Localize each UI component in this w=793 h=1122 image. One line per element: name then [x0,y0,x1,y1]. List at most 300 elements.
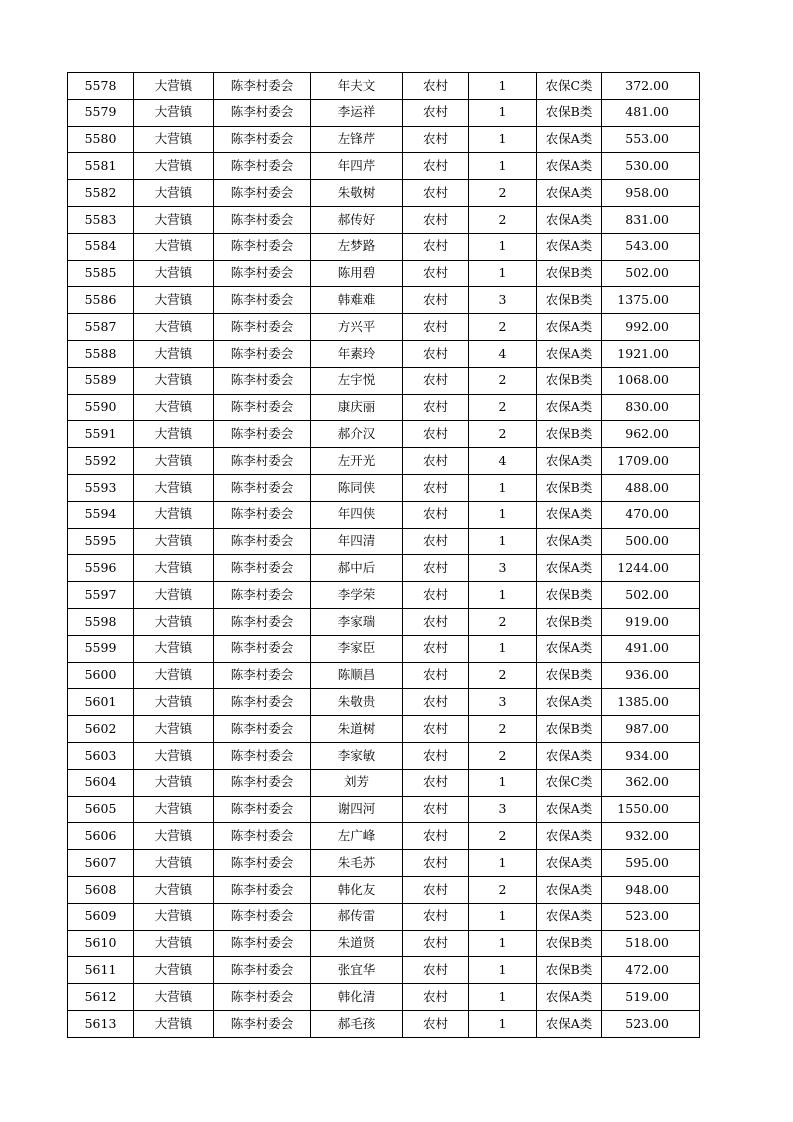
insurance-category-cell: 农保A类 [537,180,602,207]
town-cell: 大营镇 [134,501,214,528]
town-cell: 大营镇 [134,233,214,260]
insurance-category-cell: 农保A类 [537,850,602,877]
table-row [68,850,700,877]
table-row [68,769,700,796]
record-number-cell: 5608 [68,876,134,903]
household-type-cell: 农村 [403,823,469,850]
village-committee-cell: 陈李村委会 [214,903,311,930]
insurance-category-cell: 农保A类 [537,689,602,716]
household-type-cell: 农村 [403,474,469,501]
person-name-cell: 郝传雷 [311,903,403,930]
insurance-category-cell: 农保A类 [537,126,602,153]
table-row [68,73,700,100]
amount-cell: 595.00 [602,850,700,877]
record-number-cell: 5590 [68,394,134,421]
village-committee-cell: 陈李村委会 [214,528,311,555]
insurance-category-cell: 农保B类 [537,367,602,394]
record-number-cell: 5593 [68,474,134,501]
amount-cell: 932.00 [602,823,700,850]
member-count-cell: 1 [469,73,537,100]
insurance-category-cell: 农保B类 [537,930,602,957]
member-count-cell: 1 [469,501,537,528]
table-row [68,796,700,823]
table-row [68,957,700,984]
member-count-cell: 2 [469,823,537,850]
person-name-cell: 谢四河 [311,796,403,823]
amount-cell: 362.00 [602,769,700,796]
town-cell: 大营镇 [134,367,214,394]
table-row [68,367,700,394]
town-cell: 大营镇 [134,957,214,984]
village-committee-cell: 陈李村委会 [214,1010,311,1037]
village-committee-cell: 陈李村委会 [214,742,311,769]
record-number-cell: 5587 [68,314,134,341]
town-cell: 大营镇 [134,153,214,180]
insurance-category-cell: 农保C类 [537,73,602,100]
village-committee-cell: 陈李村委会 [214,367,311,394]
record-number-cell: 5595 [68,528,134,555]
amount-cell: 470.00 [602,501,700,528]
town-cell: 大营镇 [134,99,214,126]
member-count-cell: 4 [469,340,537,367]
village-committee-cell: 陈李村委会 [214,206,311,233]
village-committee-cell: 陈李村委会 [214,474,311,501]
record-number-cell: 5591 [68,421,134,448]
record-number-cell: 5597 [68,582,134,609]
town-cell: 大营镇 [134,903,214,930]
town-cell: 大营镇 [134,528,214,555]
household-type-cell: 农村 [403,716,469,743]
village-committee-cell: 陈李村委会 [214,421,311,448]
household-type-cell: 农村 [403,206,469,233]
village-committee-cell: 陈李村委会 [214,689,311,716]
member-count-cell: 1 [469,850,537,877]
amount-cell: 934.00 [602,742,700,769]
amount-cell: 553.00 [602,126,700,153]
amount-cell: 987.00 [602,716,700,743]
household-type-cell: 农村 [403,903,469,930]
amount-cell: 962.00 [602,421,700,448]
table-row [68,662,700,689]
member-count-cell: 1 [469,769,537,796]
town-cell: 大营镇 [134,823,214,850]
table-row [68,742,700,769]
person-name-cell: 方兴平 [311,314,403,341]
village-committee-cell: 陈李村委会 [214,448,311,475]
insurance-category-cell: 农保C类 [537,769,602,796]
household-type-cell: 农村 [403,528,469,555]
amount-cell: 1385.00 [602,689,700,716]
person-name-cell: 朱敬树 [311,180,403,207]
town-cell: 大营镇 [134,716,214,743]
table-row [68,287,700,314]
household-type-cell: 农村 [403,367,469,394]
village-committee-cell: 陈李村委会 [214,233,311,260]
insurance-category-cell: 农保A类 [537,903,602,930]
record-number-cell: 5604 [68,769,134,796]
village-committee-cell: 陈李村委会 [214,769,311,796]
table-row [68,716,700,743]
insurance-category-cell: 农保A类 [537,742,602,769]
town-cell: 大营镇 [134,474,214,501]
table-row [68,528,700,555]
amount-cell: 519.00 [602,984,700,1011]
record-number-cell: 5601 [68,689,134,716]
person-name-cell: 年四清 [311,528,403,555]
town-cell: 大营镇 [134,126,214,153]
insurance-category-cell: 农保A类 [537,823,602,850]
table-row [68,1010,700,1037]
record-number-cell: 5603 [68,742,134,769]
table-row [68,823,700,850]
member-count-cell: 2 [469,394,537,421]
household-type-cell: 农村 [403,287,469,314]
record-number-cell: 5578 [68,73,134,100]
village-committee-cell: 陈李村委会 [214,126,311,153]
household-type-cell: 农村 [403,1010,469,1037]
household-type-cell: 农村 [403,689,469,716]
village-committee-cell: 陈李村委会 [214,823,311,850]
insurance-category-cell: 农保A类 [537,340,602,367]
insurance-category-cell: 农保A类 [537,394,602,421]
town-cell: 大营镇 [134,930,214,957]
person-name-cell: 郝毛孩 [311,1010,403,1037]
record-number-cell: 5602 [68,716,134,743]
village-committee-cell: 陈李村委会 [214,314,311,341]
person-name-cell: 张宜华 [311,957,403,984]
village-committee-cell: 陈李村委会 [214,957,311,984]
village-committee-cell: 陈李村委会 [214,796,311,823]
record-number-cell: 5582 [68,180,134,207]
table-row [68,474,700,501]
member-count-cell: 2 [469,662,537,689]
village-committee-cell: 陈李村委会 [214,153,311,180]
person-name-cell: 左锋芹 [311,126,403,153]
table-row [68,260,700,287]
record-number-cell: 5583 [68,206,134,233]
amount-cell: 830.00 [602,394,700,421]
household-type-cell: 农村 [403,99,469,126]
record-number-cell: 5586 [68,287,134,314]
insurance-category-cell: 农保A类 [537,314,602,341]
record-number-cell: 5600 [68,662,134,689]
record-number-cell: 5581 [68,153,134,180]
insurance-category-cell: 农保B类 [537,608,602,635]
household-type-cell: 农村 [403,501,469,528]
town-cell: 大营镇 [134,421,214,448]
member-count-cell: 2 [469,206,537,233]
amount-cell: 958.00 [602,180,700,207]
household-type-cell: 农村 [403,876,469,903]
household-type-cell: 农村 [403,796,469,823]
village-committee-cell: 陈李村委会 [214,501,311,528]
town-cell: 大营镇 [134,73,214,100]
household-type-cell: 农村 [403,394,469,421]
village-committee-cell: 陈李村委会 [214,930,311,957]
record-number-cell: 5610 [68,930,134,957]
village-committee-cell: 陈李村委会 [214,260,311,287]
town-cell: 大营镇 [134,876,214,903]
member-count-cell: 2 [469,876,537,903]
member-count-cell: 1 [469,528,537,555]
household-type-cell: 农村 [403,769,469,796]
table-row [68,608,700,635]
household-type-cell: 农村 [403,340,469,367]
village-committee-cell: 陈李村委会 [214,984,311,1011]
table-row [68,930,700,957]
record-number-cell: 5609 [68,903,134,930]
amount-cell: 488.00 [602,474,700,501]
person-name-cell: 韩难难 [311,287,403,314]
village-committee-cell: 陈李村委会 [214,608,311,635]
person-name-cell: 年夫文 [311,73,403,100]
town-cell: 大营镇 [134,555,214,582]
household-type-cell: 农村 [403,957,469,984]
record-number-cell: 5611 [68,957,134,984]
member-count-cell: 1 [469,474,537,501]
table-row [68,555,700,582]
insurance-category-cell: 农保A类 [537,206,602,233]
table-row [68,126,700,153]
amount-cell: 936.00 [602,662,700,689]
person-name-cell: 李运祥 [311,99,403,126]
record-number-cell: 5589 [68,367,134,394]
town-cell: 大营镇 [134,448,214,475]
household-type-cell: 农村 [403,850,469,877]
insurance-category-cell: 农保A类 [537,448,602,475]
person-name-cell: 韩化友 [311,876,403,903]
town-cell: 大营镇 [134,582,214,609]
insurance-category-cell: 农保A类 [537,796,602,823]
town-cell: 大营镇 [134,850,214,877]
household-type-cell: 农村 [403,582,469,609]
person-name-cell: 李家臣 [311,635,403,662]
household-type-cell: 农村 [403,930,469,957]
table-row [68,233,700,260]
person-name-cell: 康庆丽 [311,394,403,421]
person-name-cell: 朱敬贵 [311,689,403,716]
amount-cell: 491.00 [602,635,700,662]
amount-cell: 919.00 [602,608,700,635]
village-committee-cell: 陈李村委会 [214,394,311,421]
member-count-cell: 3 [469,555,537,582]
person-name-cell: 刘芳 [311,769,403,796]
record-number-cell: 5585 [68,260,134,287]
village-committee-cell: 陈李村委会 [214,635,311,662]
table-row [68,153,700,180]
town-cell: 大营镇 [134,689,214,716]
person-name-cell: 左宇悦 [311,367,403,394]
amount-cell: 530.00 [602,153,700,180]
roster-body [68,73,700,1038]
table-row [68,421,700,448]
table-row [68,582,700,609]
household-type-cell: 农村 [403,233,469,260]
person-name-cell: 年素玲 [311,340,403,367]
person-name-cell: 韩化清 [311,984,403,1011]
insurance-category-cell: 农保A类 [537,876,602,903]
town-cell: 大营镇 [134,635,214,662]
record-number-cell: 5612 [68,984,134,1011]
person-name-cell: 郝传好 [311,206,403,233]
insurance-category-cell: 农保B类 [537,260,602,287]
record-number-cell: 5613 [68,1010,134,1037]
insurance-category-cell: 农保A类 [537,501,602,528]
person-name-cell: 陈顺昌 [311,662,403,689]
person-name-cell: 左广峰 [311,823,403,850]
village-committee-cell: 陈李村委会 [214,716,311,743]
household-type-cell: 农村 [403,742,469,769]
member-count-cell: 1 [469,260,537,287]
member-count-cell: 1 [469,233,537,260]
insurance-category-cell: 农保B类 [537,716,602,743]
table-row [68,99,700,126]
person-name-cell: 陈用碧 [311,260,403,287]
insurance-category-cell: 农保A类 [537,555,602,582]
household-type-cell: 农村 [403,448,469,475]
village-committee-cell: 陈李村委会 [214,180,311,207]
person-name-cell: 年四侠 [311,501,403,528]
person-name-cell: 李家敏 [311,742,403,769]
town-cell: 大营镇 [134,260,214,287]
insurance-category-cell: 农保A类 [537,153,602,180]
town-cell: 大营镇 [134,180,214,207]
member-count-cell: 2 [469,608,537,635]
town-cell: 大营镇 [134,287,214,314]
person-name-cell: 朱道贤 [311,930,403,957]
amount-cell: 481.00 [602,99,700,126]
member-count-cell: 1 [469,126,537,153]
village-committee-cell: 陈李村委会 [214,876,311,903]
person-name-cell: 左开光 [311,448,403,475]
household-type-cell: 农村 [403,73,469,100]
amount-cell: 372.00 [602,73,700,100]
record-number-cell: 5606 [68,823,134,850]
insurance-category-cell: 农保B类 [537,662,602,689]
member-count-cell: 2 [469,314,537,341]
household-type-cell: 农村 [403,260,469,287]
insurance-category-cell: 农保A类 [537,635,602,662]
household-type-cell: 农村 [403,662,469,689]
insurance-category-cell: 农保A类 [537,1010,602,1037]
town-cell: 大营镇 [134,796,214,823]
member-count-cell: 2 [469,716,537,743]
insurance-category-cell: 农保A类 [537,984,602,1011]
member-count-cell: 2 [469,180,537,207]
village-committee-cell: 陈李村委会 [214,99,311,126]
member-count-cell: 4 [469,448,537,475]
town-cell: 大营镇 [134,984,214,1011]
person-name-cell: 郝介汉 [311,421,403,448]
member-count-cell: 1 [469,635,537,662]
town-cell: 大营镇 [134,1010,214,1037]
insurance-category-cell: 农保B类 [537,582,602,609]
person-name-cell: 年四芹 [311,153,403,180]
person-name-cell: 李学荣 [311,582,403,609]
record-number-cell: 5607 [68,850,134,877]
town-cell: 大营镇 [134,394,214,421]
insurance-category-cell: 农保B类 [537,474,602,501]
record-number-cell: 5598 [68,608,134,635]
insurance-category-cell: 农保A类 [537,528,602,555]
town-cell: 大营镇 [134,769,214,796]
household-type-cell: 农村 [403,153,469,180]
member-count-cell: 3 [469,287,537,314]
insurance-category-cell: 农保B类 [537,99,602,126]
record-number-cell: 5580 [68,126,134,153]
household-type-cell: 农村 [403,314,469,341]
person-name-cell: 朱毛苏 [311,850,403,877]
amount-cell: 1921.00 [602,340,700,367]
member-count-cell: 1 [469,957,537,984]
person-name-cell: 陈同侠 [311,474,403,501]
member-count-cell: 1 [469,153,537,180]
town-cell: 大营镇 [134,340,214,367]
member-count-cell: 1 [469,984,537,1011]
amount-cell: 831.00 [602,206,700,233]
household-type-cell: 农村 [403,984,469,1011]
amount-cell: 502.00 [602,260,700,287]
amount-cell: 472.00 [602,957,700,984]
amount-cell: 1068.00 [602,367,700,394]
household-type-cell: 农村 [403,421,469,448]
table-row [68,314,700,341]
table-row [68,635,700,662]
household-type-cell: 农村 [403,555,469,582]
member-count-cell: 3 [469,796,537,823]
insurance-category-cell: 农保B类 [537,287,602,314]
amount-cell: 523.00 [602,903,700,930]
insurance-category-cell: 农保A类 [537,233,602,260]
member-count-cell: 1 [469,930,537,957]
table-row [68,206,700,233]
member-count-cell: 1 [469,582,537,609]
table-row [68,394,700,421]
member-count-cell: 3 [469,689,537,716]
amount-cell: 992.00 [602,314,700,341]
member-count-cell: 1 [469,903,537,930]
village-committee-cell: 陈李村委会 [214,340,311,367]
amount-cell: 1709.00 [602,448,700,475]
person-name-cell: 郝中后 [311,555,403,582]
record-number-cell: 5579 [68,99,134,126]
town-cell: 大营镇 [134,608,214,635]
record-number-cell: 5594 [68,501,134,528]
town-cell: 大营镇 [134,662,214,689]
household-type-cell: 农村 [403,180,469,207]
amount-cell: 523.00 [602,1010,700,1037]
roster-table [67,72,700,1038]
village-committee-cell: 陈李村委会 [214,555,311,582]
town-cell: 大营镇 [134,206,214,233]
person-name-cell: 左梦路 [311,233,403,260]
record-number-cell: 5584 [68,233,134,260]
household-type-cell: 农村 [403,608,469,635]
table-row [68,180,700,207]
household-type-cell: 农村 [403,126,469,153]
amount-cell: 543.00 [602,233,700,260]
member-count-cell: 2 [469,742,537,769]
village-committee-cell: 陈李村委会 [214,850,311,877]
amount-cell: 1244.00 [602,555,700,582]
amount-cell: 500.00 [602,528,700,555]
member-count-cell: 1 [469,99,537,126]
record-number-cell: 5599 [68,635,134,662]
member-count-cell: 2 [469,367,537,394]
record-number-cell: 5592 [68,448,134,475]
person-name-cell: 朱道树 [311,716,403,743]
village-committee-cell: 陈李村委会 [214,287,311,314]
